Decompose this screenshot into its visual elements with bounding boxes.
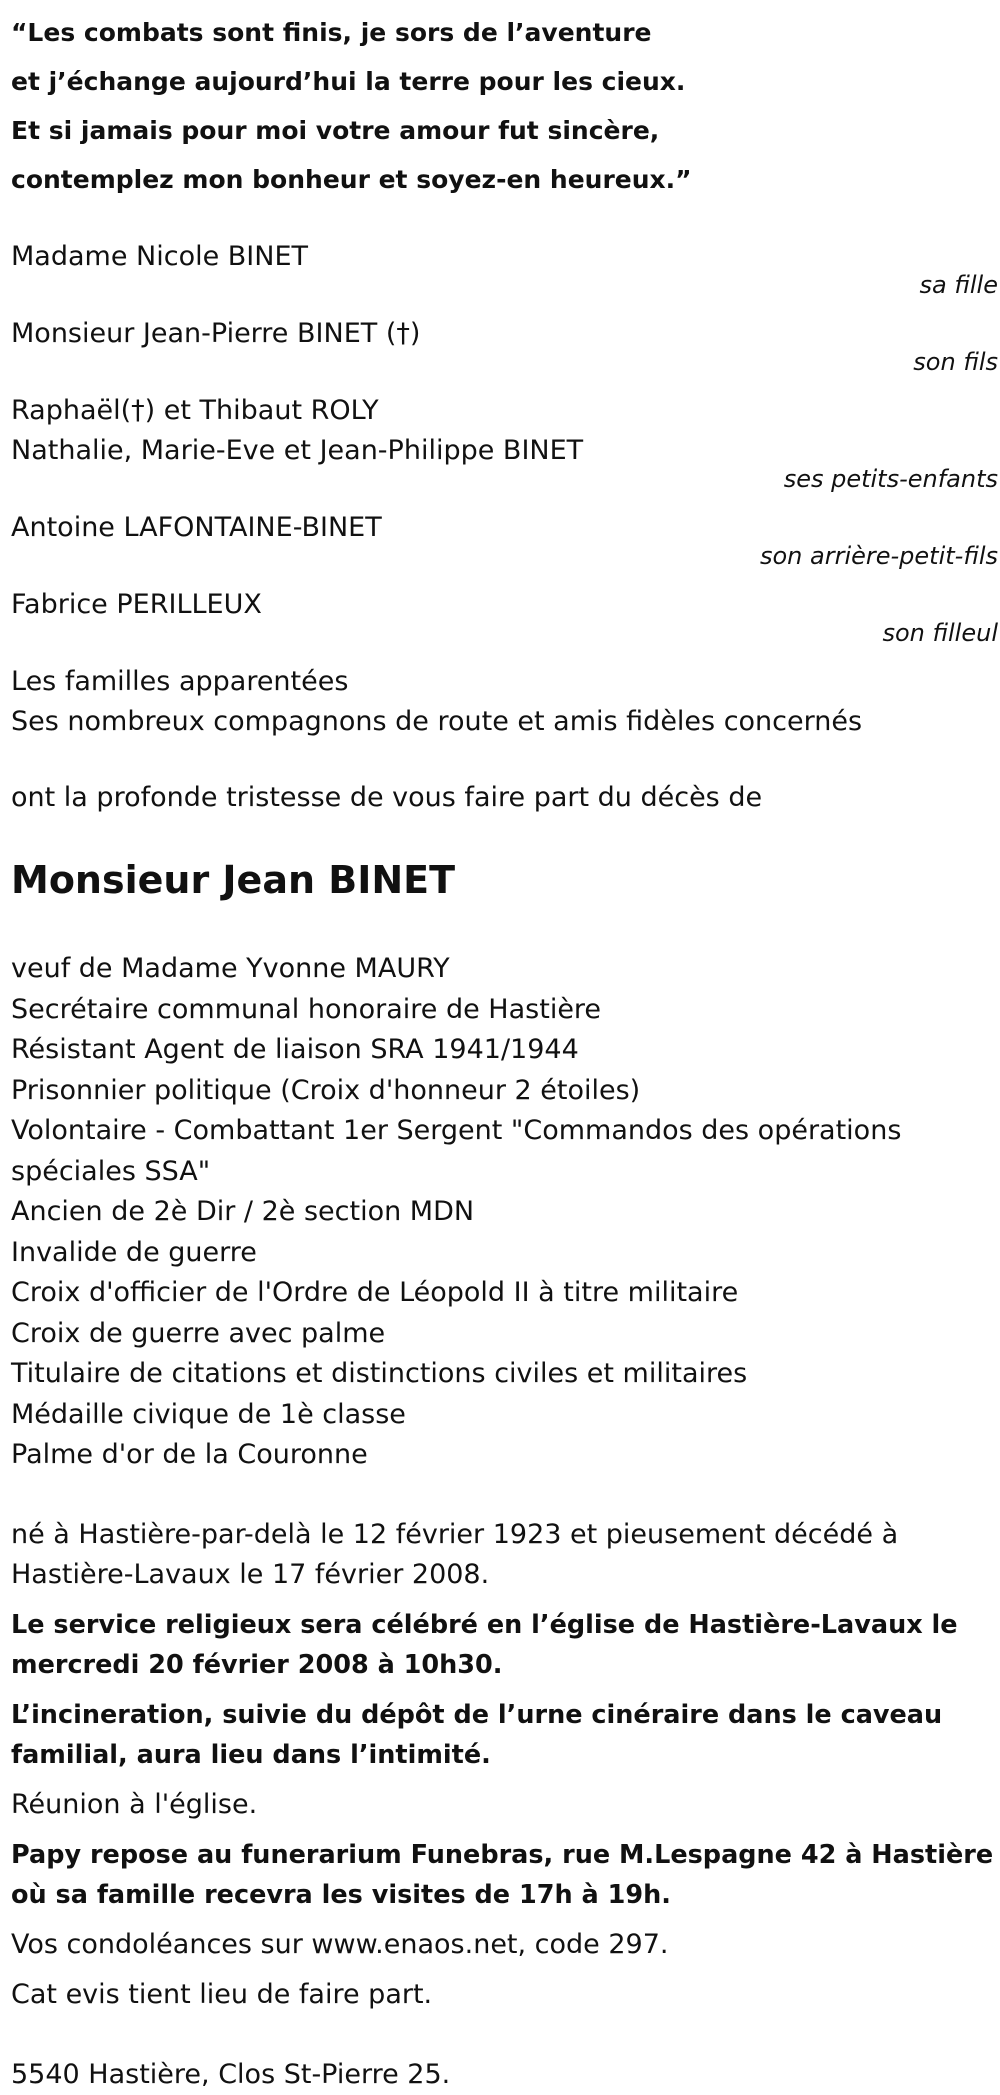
family-entry [11, 391, 998, 491]
family-list [11, 237, 998, 742]
family-name: Madame Nicole BINET [11, 241, 309, 272]
family-name: Monsieur Jean-Pierre BINET (†) [11, 318, 421, 349]
family-entry [11, 314, 998, 374]
deceased-name: Monsieur Jean BINET [11, 858, 456, 902]
family-entry [11, 585, 998, 645]
funerarium-line: Papy repose au funerarium Funebras, rue M.Lespagne 42 à Hastière [11, 1839, 994, 1870]
other-mourners: Ses nombreux compagnons de route et amis fidèles concernés [11, 706, 863, 737]
birth-line: né à Hastière-par-delà le 12 février 1923 et pieusement décédé à [11, 1518, 899, 1550]
title-line: Titulaire de citations et distinctions civiles et militaires [11, 1358, 748, 1389]
obituary-notice [11, 8, 998, 2095]
poem [11, 8, 998, 204]
title-line: spéciales SSA" [11, 1155, 211, 1187]
incineration-line: familial, aura lieu dans l’intimité. [11, 1739, 491, 1770]
family-relation: ses petits-enfants [783, 465, 998, 493]
title-line: Secrétaire communal honoraire de Hastière [11, 993, 602, 1025]
address: 5540 Hastière, Clos St-Pierre 25. [11, 2058, 451, 2090]
titles-list [11, 949, 998, 1476]
title-line: Résistant Agent de liaison SRA 1941/1944 [11, 1034, 579, 1065]
poem-line: contemplez mon bonheur et soyez-en heureux.” [11, 165, 692, 194]
title-line: Croix d'officier de l'Ordre de Léopold II à titre militaire [11, 1277, 739, 1308]
title-line: Prisonnier politique (Croix d'honneur 2 étoiles) [11, 1074, 641, 1106]
poem-line: Et si jamais pour moi votre amour fut sincère, [11, 116, 660, 145]
funerarium-line: où sa famille recevra les visites de 17h à 19h. [11, 1879, 671, 1910]
incineration-line: L’incineration, suivie du dépôt de l’urne cinéraire dans le caveau [11, 1699, 943, 1730]
family-relation: son arrière-petit-fils [759, 542, 998, 570]
birth-death-info [11, 1515, 998, 1595]
service-info [11, 1605, 998, 1685]
service-line: Le service religieux sera célébré en l’église de Hastière-Lavaux le [11, 1609, 958, 1640]
announcement: ont la profonde tristesse de vous faire part du décès de [11, 782, 763, 813]
funerarium-info [11, 1835, 998, 1915]
family-relation: son fils [913, 348, 998, 376]
family-name: Nathalie, Marie-Eve et Jean-Philippe BINET [11, 435, 584, 466]
family-relation: son filleul [882, 619, 998, 647]
poem-line: “Les combats sont finis, je sors de l’aventure [11, 18, 652, 47]
incineration-info [11, 1695, 998, 1775]
family-name: Raphaël(†) et Thibaut ROLY [11, 395, 379, 426]
reunion-info: Réunion à l'église. [11, 1788, 258, 1820]
title-line: Croix de guerre avec palme [11, 1317, 386, 1349]
family-entry [11, 237, 998, 297]
family-entry [11, 508, 998, 568]
title-line: Invalide de guerre [11, 1236, 257, 1268]
condolences-info: Vos condoléances sur www.enaos.net, code 297. [11, 1928, 669, 1960]
notice-text: Cat evis tient lieu de faire part. [11, 1978, 433, 2010]
birth-line: Hastière-Lavaux le 17 février 2008. [11, 1558, 490, 1590]
title-line: Volontaire - Combattant 1er Sergent "Commandos des opérations [11, 1115, 902, 1146]
poem-line: et j’échange aujourd’hui la terre pour les cieux. [11, 67, 686, 96]
family-name: Fabrice PERILLEUX [11, 589, 262, 620]
title-line: Palme d'or de la Couronne [11, 1439, 368, 1470]
title-line: veuf de Madame Yvonne MAURY [11, 953, 450, 984]
title-line: Médaille civique de 1è classe [11, 1398, 406, 1430]
family-relation: sa fille [919, 271, 998, 299]
other-mourners: Les familles apparentées [11, 666, 349, 697]
title-line: Ancien de 2è Dir / 2è section MDN [11, 1196, 475, 1227]
service-line: mercredi 20 février 2008 à 10h30. [11, 1649, 503, 1680]
family-name: Antoine LAFONTAINE-BINET [11, 512, 382, 543]
